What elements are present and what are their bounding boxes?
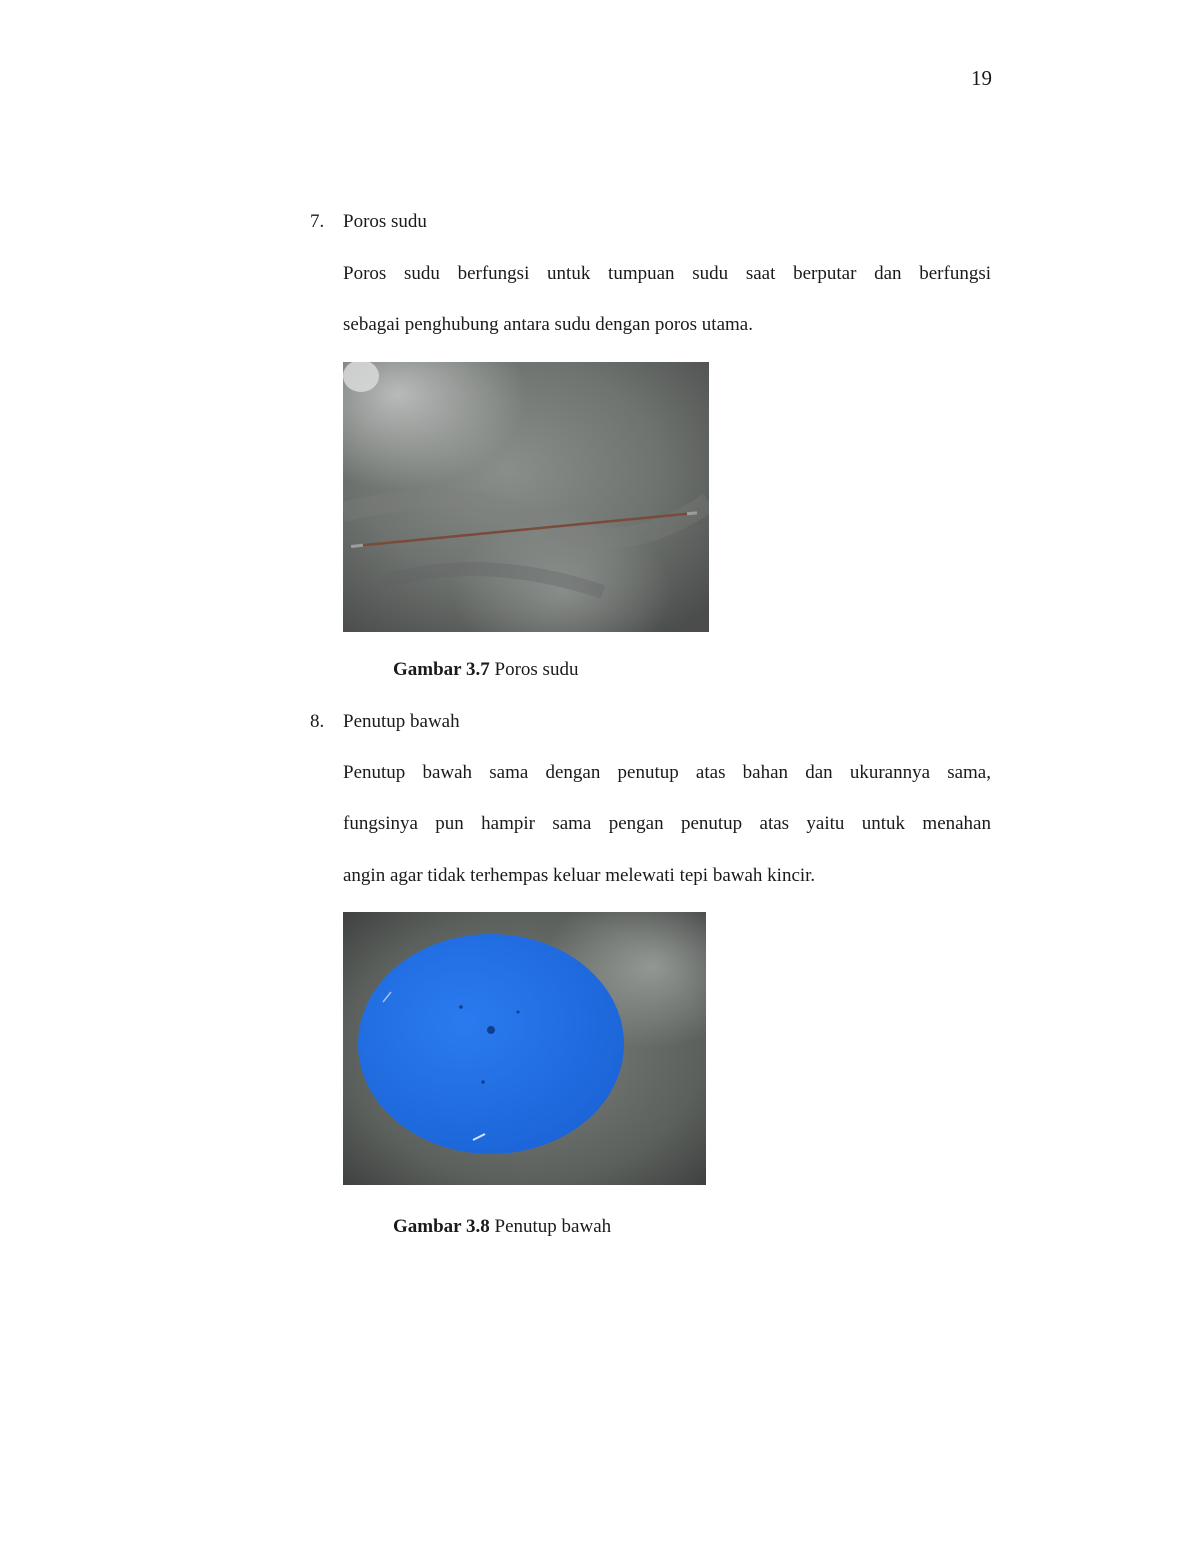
- section-number: 7.: [310, 211, 325, 232]
- caption-label: Gambar 3.8: [393, 1216, 490, 1237]
- blue-plate-photo-icon: [343, 912, 706, 1185]
- figure-3-7-photo: [343, 362, 709, 632]
- page-number: 19: [971, 66, 992, 90]
- section-8-heading: [310, 711, 460, 733]
- section-title: Poros sudu: [343, 211, 427, 232]
- section-7-heading: [310, 211, 427, 233]
- figure-3-7-caption: [393, 659, 578, 681]
- section-title: Penutup bawah: [343, 711, 460, 732]
- section-8-paragraph-line-1: Penutup bawah sama dengan penutup atas bahan dan ukurannya sama,: [343, 762, 991, 783]
- caption-text: Poros sudu: [494, 659, 579, 680]
- section-8-paragraph-line-2: fungsinya pun hampir sama pengan penutup atas yaitu untuk menahan: [343, 813, 991, 834]
- figure-3-8-photo: [343, 912, 706, 1185]
- caption-text: Penutup bawah: [494, 1216, 612, 1237]
- section-8-paragraph-line-3: angin agar tidak terhempas keluar melewati tepi bawah kincir.: [343, 865, 816, 886]
- blue-plate-mark: [358, 934, 624, 1154]
- section-number: 8.: [310, 711, 325, 732]
- steel-rod-photo-icon: [343, 362, 709, 632]
- section-7-paragraph-line-1: Poros sudu berfungsi untuk tumpuan sudu saat berputar dan berfungsi: [343, 263, 991, 284]
- caption-label: Gambar 3.7: [393, 659, 490, 680]
- figure-3-8-caption: [393, 1216, 611, 1238]
- section-7-paragraph-line-2: sebagai penghubung antara sudu dengan poros utama.: [343, 314, 753, 335]
